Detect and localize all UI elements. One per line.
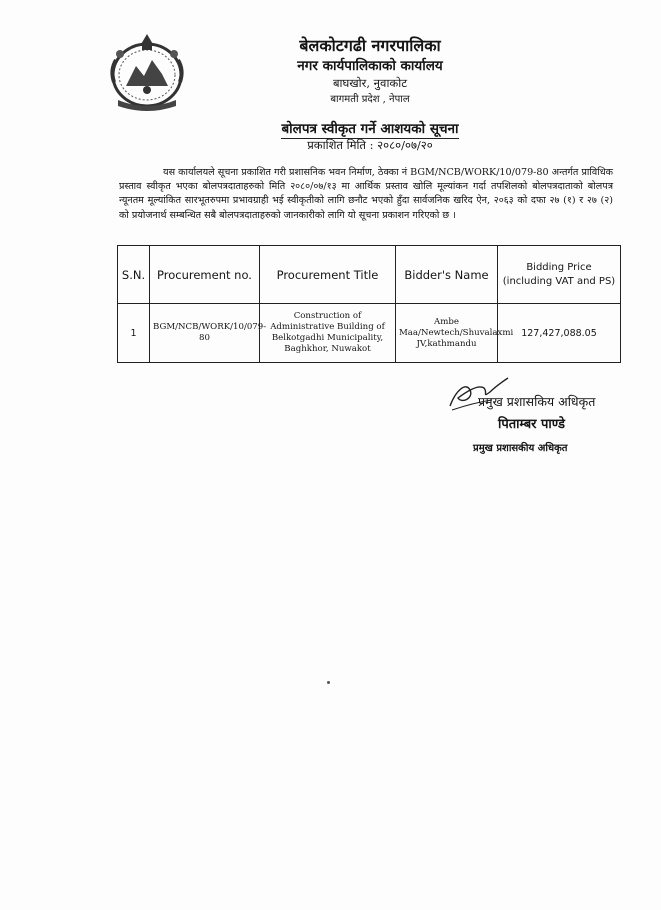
cell-bidder: Ambe Maa/Newtech/Shuvalaxmi JV,kathmandu — [396, 304, 498, 363]
table-row — [118, 304, 621, 363]
office-address: बाघखोर, नुवाकोट — [332, 76, 408, 90]
notice-title — [230, 119, 510, 137]
signatory-stamp: प्रमुख प्रशासकीय अधिकृत — [473, 443, 568, 454]
procurement-table — [117, 245, 621, 363]
signatory-name: पिताम्बर पाण्डे — [498, 417, 565, 432]
office-name: नगर कार्यपालिकाको कार्यालय — [297, 58, 443, 74]
org-name: बेलकोटगढी नगरपालिका — [299, 36, 441, 55]
notice-title-text: बोलपत्र स्वीकृत गर्ने आशयको सूचना — [281, 121, 459, 137]
published-date: प्रकाशित मिति : २०८०/०७/२० — [307, 138, 433, 152]
header-price: Bidding Price (including VAT and PS) — [498, 246, 621, 304]
nepal-emblem-icon — [104, 30, 190, 112]
cell-procurement-no: BGM/NCB/WORK/10/079-80 — [150, 304, 260, 363]
notice-body: यस कार्यालयले सूचना प्रकाशित गरी प्रशासनिक भवन निर्माण, ठेक्का नं BGM/NCB/WORK/10/079-80 अन्तर्गत प्राविधिक प्रस्ताव स्वीकृत भएका बोलपत्रदाताहरुको मिति २०८०/०७/१३ मा आर्थिक प्रस्ताव खोलि मूल्यांकन गर्दा तपशिलको बोलपत्रदाताको बोलपत्र न्यूनतम मूल्यांकित सारभूतरुपमा प्रभावग्राही भई स्वीकृतीको लागि छनौट भएको हुँदा सार्वजनिक खरिद ऐन, २०६३ को दफा २७ (१) र २७ (२) को प्रयोजनार्थ सम्बन्धित सबै बोलपत्रदाताहरुको जानकारीको लागि यो सूचना प्रकाशन गरिएको छ । — [119, 167, 613, 221]
table-header-row — [118, 246, 621, 304]
header-title: Procurement Title — [260, 246, 396, 304]
cell-price: 127,427,088.05 — [498, 304, 621, 363]
header-procurement-no: Procurement no. — [150, 246, 260, 304]
header-bidder: Bidder's Name — [396, 246, 498, 304]
signatory-designation: प्रमुख प्रशासकिय अधिकृत — [478, 394, 596, 409]
header-sn: S.N. — [118, 246, 150, 304]
scan-speck — [327, 681, 330, 684]
cell-sn: 1 — [118, 304, 150, 363]
cell-title: Construction of Administrative Building of Belkotgadhi Municipality, Baghkhor, Nuwakot — [260, 304, 396, 363]
province-line: बागमती प्रदेश , नेपाल — [330, 94, 410, 105]
